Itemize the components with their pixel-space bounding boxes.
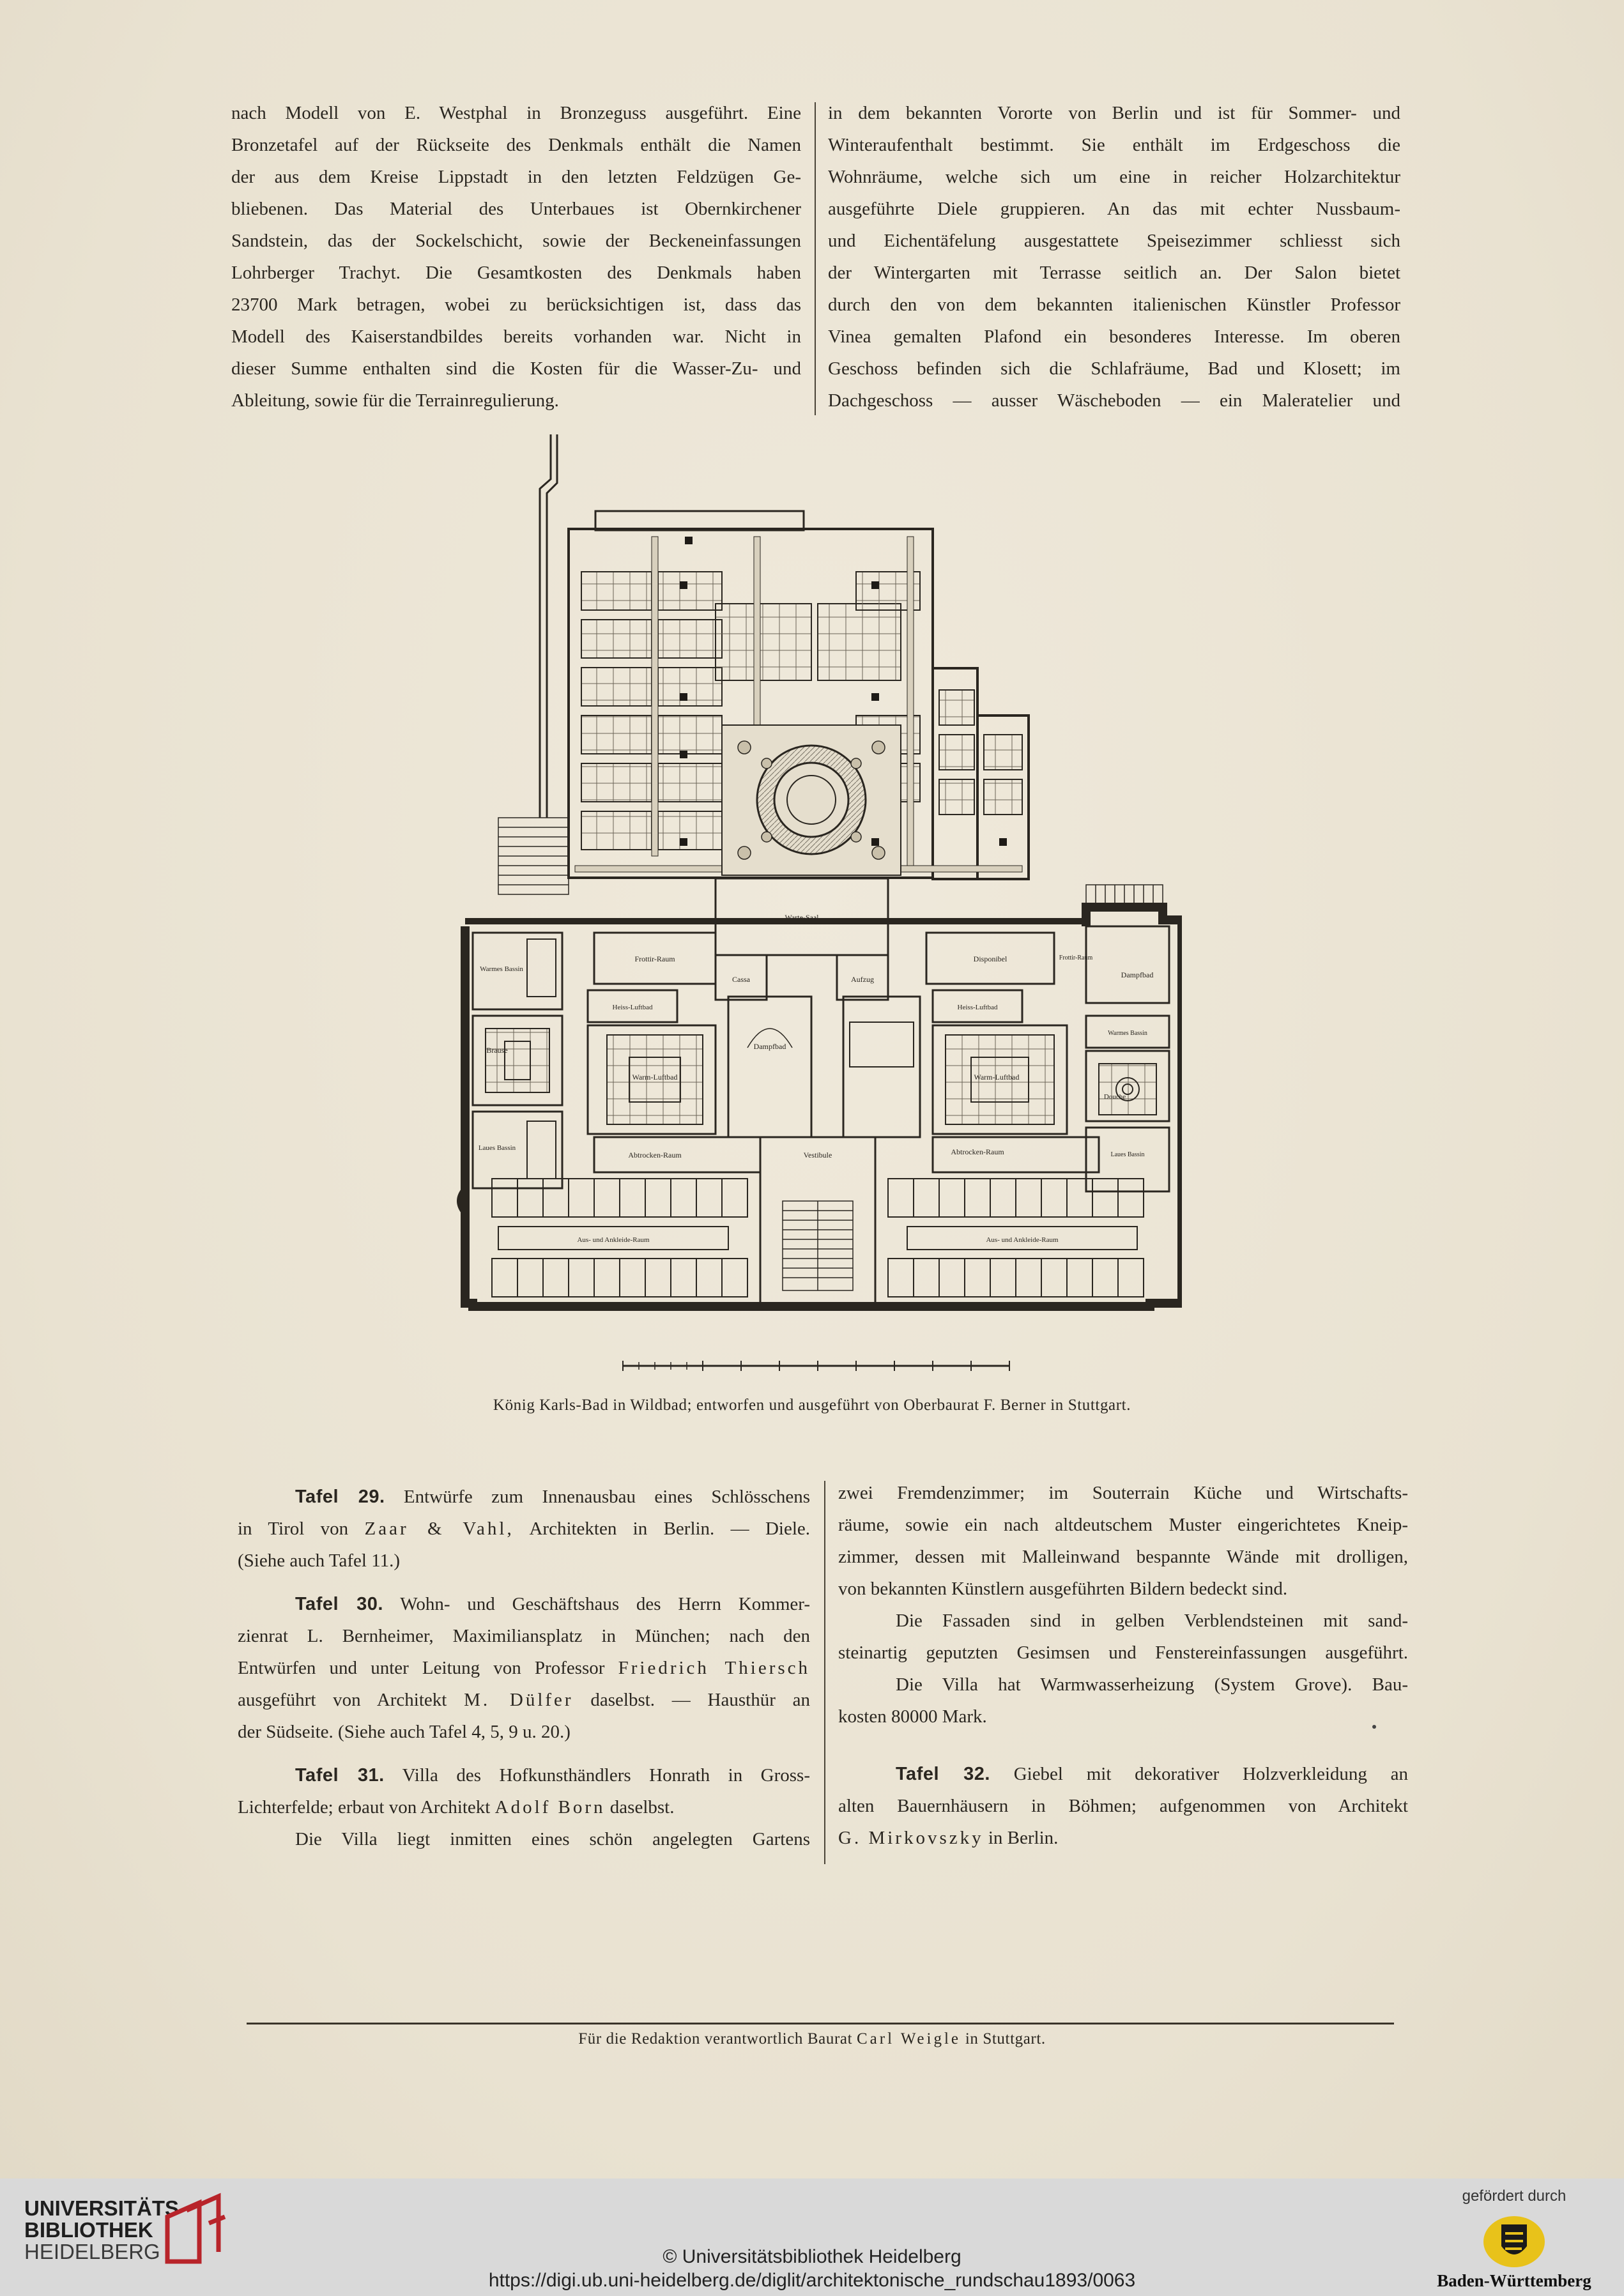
text-line: ausgeführt von Architekt M. Dülfer daselbst. — Hausthür an xyxy=(238,1690,810,1710)
text-line: Vinea gemalten Plafond ein besonderes Interesse. Im oberen xyxy=(828,326,1400,347)
text-line: Ableitung, sowie für die Terrainregulierung. xyxy=(231,390,559,411)
plan-label: Aufzug xyxy=(851,975,874,984)
top-right-column xyxy=(828,97,1400,417)
plan-label: Laues Bassin xyxy=(478,1144,516,1152)
state-coat-of-arms-icon xyxy=(1482,2213,1546,2270)
text-line: Die Villa hat Warmwasserheizung (System Grove). Bau- xyxy=(896,1674,1408,1695)
plan-label: Warmes Bassin xyxy=(1108,1030,1147,1037)
plan-label: Brause xyxy=(486,1046,508,1055)
footer-rule xyxy=(247,2023,1394,2024)
plan-label: Frottir-Raum xyxy=(634,954,675,963)
text-line: kosten 80000 Mark. xyxy=(838,1706,987,1727)
text-line: zimmer, dessen mit Malleinwand bespannte Wände mit drolligen, xyxy=(838,1547,1408,1567)
plate-label: Tafel 29. xyxy=(295,1487,385,1507)
text-line: steinartig geputzten Gesimsen und Fenstereinfassungen ausgeführt. xyxy=(838,1642,1408,1663)
ink-dot xyxy=(1372,1725,1376,1729)
permalink[interactable]: https://digi.ub.uni-heidelberg.de/diglit/architektonische_rundschau1893/0063 xyxy=(488,2270,1136,2291)
text-line: zienrat L. Bernheimer, Maximiliansplatz in München; nach den xyxy=(238,1626,810,1646)
library-name: UNIVERSITÄTS- BIBLIOTHEK HEIDELBERG xyxy=(24,2196,187,2263)
plan-label: Dampfbad xyxy=(1121,970,1154,979)
plan-label: Aus- und Ankleide-Raum xyxy=(577,1236,650,1244)
plan-label: Warte-Saal xyxy=(785,913,819,922)
text-line: Winteraufenthalt bestimmt. Sie enthält im Erdgeschoss die xyxy=(828,135,1400,155)
text-line: alten Bauernhäusern in Böhmen; aufgenommen von Architekt xyxy=(838,1796,1408,1816)
plan-label: Frottir-Raum xyxy=(1059,954,1093,961)
text-line: Modell des Kaiserstandbildes bereits vorhanden war. Nicht in xyxy=(231,326,801,347)
text-line: Geschoss befinden sich die Schlafräume, Bad und Klosett; im xyxy=(828,358,1400,379)
text-line: dieser Summe enthalten sind die Kosten für die Wasser-Zu- und xyxy=(231,358,801,379)
plan-label: Cassa xyxy=(732,975,750,984)
plate-label: Tafel 31. xyxy=(295,1765,385,1786)
plan-label: Disponibel xyxy=(973,954,1007,963)
bottom-right-column xyxy=(838,1477,1408,1854)
plan-label: Heiss-Luftbad xyxy=(957,1004,998,1011)
plan-label: Warm-Luftbad xyxy=(974,1073,1020,1082)
text-line: in Tirol von Zaar & Vahl, Architekten in Berlin. — Diele. xyxy=(238,1519,811,1539)
column-divider xyxy=(824,1481,825,1864)
text-line: Dachgeschoss — ausser Wäscheboden — ein Maleratelier und xyxy=(828,390,1400,411)
text-line: 23700 Mark betragen, wobei zu berücksichtigen ist, dass das xyxy=(231,295,801,315)
text-line: Die Villa liegt inmitten eines schön angelegten Gartens xyxy=(295,1829,810,1849)
plan-label: Dampfbad xyxy=(753,1042,786,1051)
plan-label: Heiss-Luftbad xyxy=(612,1004,653,1011)
text-line: zwei Fremdenzimmer; im Souterrain Küche und Wirtschafts- xyxy=(838,1483,1408,1503)
figure-caption: König Karls-Bad in Wildbad; entworfen und ausgeführt von Oberbaurat F. Berner in Stuttgart. xyxy=(493,1397,1131,1414)
funded-by-label: gefördert durch xyxy=(1462,2187,1567,2205)
plate-label: Tafel 32. xyxy=(896,1764,990,1784)
plan-label: Warmes Bassin xyxy=(480,965,523,973)
plan-label: Aus- und Ankleide-Raum xyxy=(986,1236,1059,1244)
text-line: der aus dem Kreise Lippstadt in den letzten Feldzügen Ge- xyxy=(231,167,801,187)
text-line: Tafel 29. Entwürfe zum Innenausbau eines Schlösschens xyxy=(295,1487,811,1507)
text-line: nach Modell von E. Westphal in Bronzeguss ausgeführt. Eine xyxy=(231,103,801,123)
text-line: Sandstein, das der Sockelschicht, sowie der Beckeneinfassungen xyxy=(231,231,801,251)
plate-label: Tafel 30. xyxy=(295,1594,383,1614)
column-divider xyxy=(815,102,816,415)
state-name: Baden-Württemberg xyxy=(1437,2271,1591,2290)
plan-label: Warm-Luftbad xyxy=(632,1073,678,1082)
bottom-left-column xyxy=(238,1481,810,1855)
text-line: Tafel 32. Giebel mit dekorativer Holzverkleidung an xyxy=(896,1764,1409,1784)
copyright-notice: © Universitätsbibliothek Heidelberg xyxy=(663,2246,961,2267)
plan-label: Vestibule xyxy=(803,1151,832,1159)
text-line: Die Fassaden sind in gelben Verblendsteinen mit sand- xyxy=(896,1611,1408,1631)
floor-plan xyxy=(447,434,1182,1386)
text-line: bliebenen. Das Material des Unterbaues ist Obernkirchener xyxy=(231,199,801,219)
text-line: G. Mirkovszky in Berlin. xyxy=(838,1828,1059,1848)
top-left-column xyxy=(231,97,801,417)
plan-label: Abtrocken-Raum xyxy=(628,1151,682,1159)
text-line: von bekannten Künstlern ausgeführten Bildern bedeckt sind. xyxy=(838,1579,1288,1599)
text-line: Wohnräume, welche sich um eine in reicher Holzarchitektur xyxy=(828,167,1400,187)
text-line: Tafel 30. Wohn- und Geschäftshaus des Herrn Kommer- xyxy=(295,1594,811,1614)
text-line: Bronzetafel auf der Rückseite des Denkmals enthält die Namen xyxy=(231,135,801,155)
text-line: (Siehe auch Tafel 11.) xyxy=(238,1550,401,1571)
text-line: und Eichentäfelung ausgestattete Speisezimmer schliesst sich xyxy=(828,231,1400,251)
imprint-line: Für die Redaktion verantwortlich Baurat Carl Weigle in Stuttgart. xyxy=(578,2030,1046,2047)
plan-label: Abtrocken-Raum xyxy=(951,1147,1004,1156)
text-line: der Südseite. (Siehe auch Tafel 4, 5, 9 u. 20.) xyxy=(238,1722,571,1742)
text-line: Tafel 31. Villa des Hofkunsthändlers Honrath in Gross- xyxy=(295,1765,810,1786)
text-line: durch den von dem bekannten italienischen Künstler Professor xyxy=(828,295,1400,315)
text-line: Lichterfelde; erbaut von Architekt Adolf Born daselbst. xyxy=(238,1797,675,1818)
text-line: räume, sowie ein nach altdeutschem Muster eingerichtetes Kneip- xyxy=(838,1515,1408,1535)
text-line: ausgeführte Diele gruppieren. An das mit echter Nussbaum- xyxy=(828,199,1400,219)
plan-label: Laues Bassin xyxy=(1110,1151,1145,1158)
text-line: in dem bekannten Vororte von Berlin und ist für Sommer- und xyxy=(828,103,1400,123)
text-line: Entwürfen und unter Leitung von Professor Friedrich Thiersch xyxy=(238,1658,811,1678)
text-line: der Wintergarten mit Terrasse seitlich an. Der Salon bietet xyxy=(828,263,1400,283)
plan-label: Douche xyxy=(1103,1093,1126,1101)
text-line: Lohrberger Trachyt. Die Gesamtkosten des Denkmals haben xyxy=(231,263,801,283)
